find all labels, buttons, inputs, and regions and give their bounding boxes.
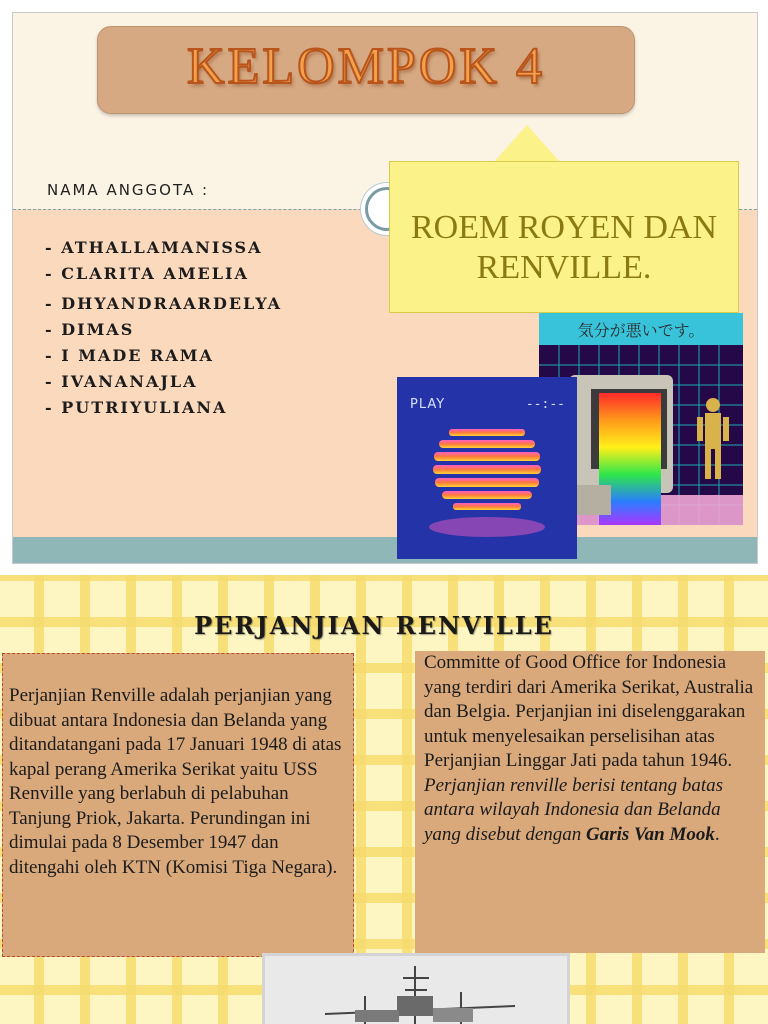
callout-pointer (493, 125, 561, 163)
details-text-plain: Committe of Good Office for Indonesia yang terdiri dari Amerika Serikat, Australia dan Belgia. Perjanjian ini diselenggarakan untuk menyelesaikan perselisihan atas Perjanjian Linggar Jati pada tahun 1946. (424, 652, 754, 771)
time-label: --:-- (525, 397, 565, 412)
list-item: - CLARITA AMELIA (45, 264, 249, 283)
definition-box (2, 653, 354, 957)
details-text-end: . (714, 823, 720, 845)
definition-text: Perjanjian Renville adalah perjanjian yang dibuat antara Indonesia dan Belanda yang ditandatangani pada 17 Januari 1948 di atas kapal perang Amerika Serikat yaitu USS Renville yang berlabuh di pelabuhan Tanjung Priok, Jakarta. Perundingan ini dimulai pada 8 Desember 1947 dan ditengahi oleh KTN (Komisi Tiga Negara). (9, 685, 342, 878)
play-label: PLAY (410, 397, 446, 412)
ship-photo (262, 953, 570, 1024)
slide-2 (0, 575, 768, 1024)
slide-title: KELOMPOK 4 (187, 38, 545, 95)
title-banner (97, 26, 635, 114)
details-text (424, 651, 757, 847)
callout-text: ROEM ROYEN DAN RENVILLE. (411, 209, 717, 286)
ship-icon (265, 956, 567, 1024)
details-box (415, 651, 765, 953)
topic-callout (389, 161, 739, 313)
list-item: - DIMAS (45, 320, 135, 339)
list-item: - PUTRIYULIANA (45, 398, 228, 417)
list-item: - I MADE RAMA (45, 346, 214, 365)
details-text-bold: Garis Van Mook (586, 823, 715, 845)
image-caption: 気分が悪いです。 (577, 321, 705, 340)
slide-2-title: PERJANJIAN RENVILLE (194, 611, 554, 640)
member-list (45, 235, 282, 421)
list-item: - ATHALLAMANISSA (45, 238, 263, 257)
list-item: - IVANANAJLA (45, 372, 198, 391)
details-text-italic: Perjanjian renville berisi tentang batas antara wilayah Indonesia dan Belanda yang disebut dengan (424, 774, 724, 845)
members-heading: NAMA ANGGOTA : (47, 181, 210, 199)
synthwave-sun-image (397, 377, 577, 559)
footer-bar (13, 537, 757, 563)
image-caption-band (539, 313, 743, 345)
list-item: - DHYANDRAARDELYA (45, 294, 283, 313)
slide-1 (12, 12, 758, 564)
